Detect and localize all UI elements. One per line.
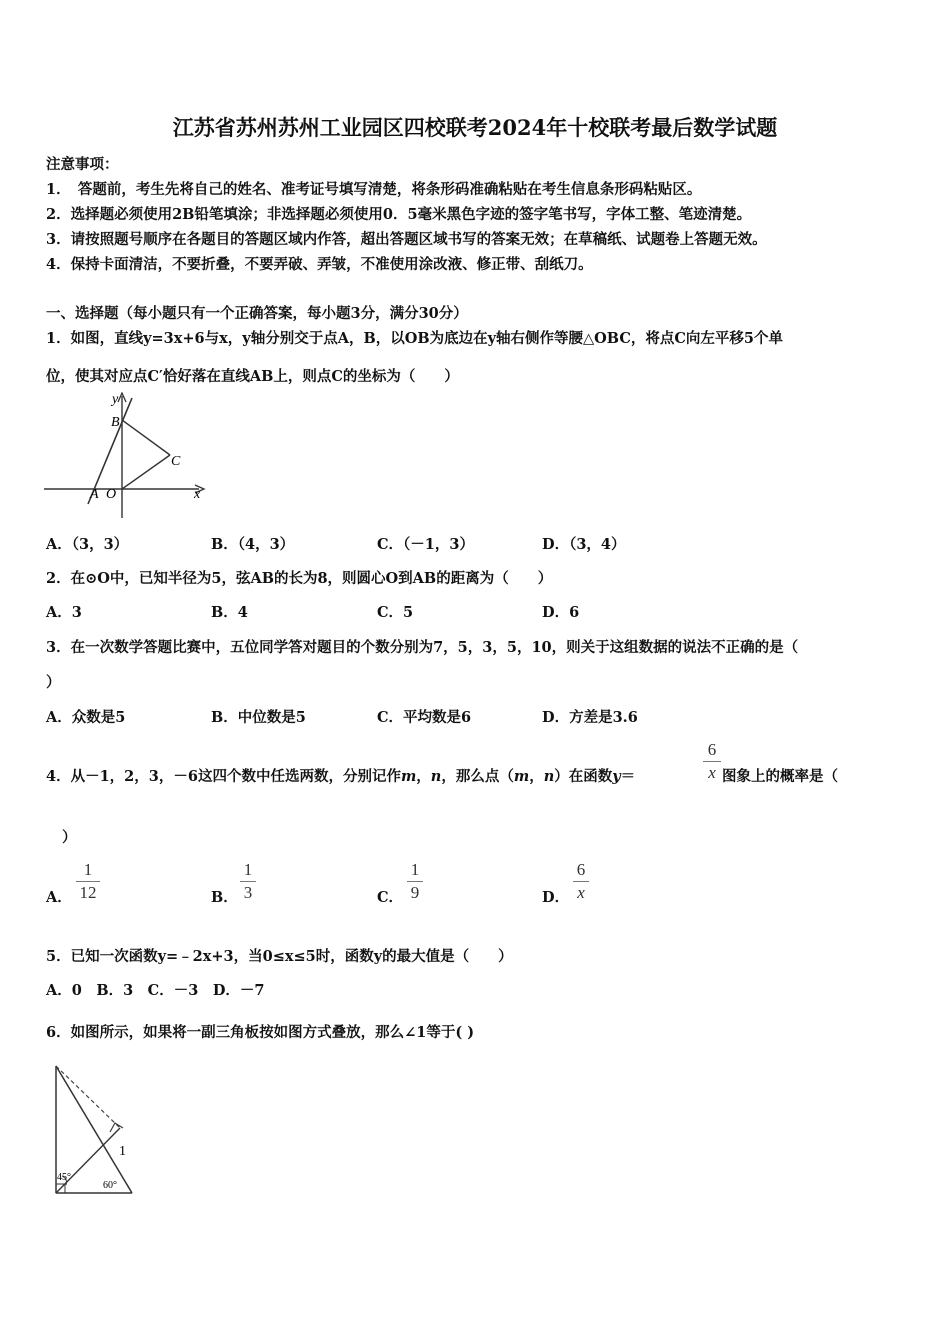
q4-option-a-label: A．	[46, 889, 72, 906]
q2-option-a: A．3	[46, 604, 82, 621]
q2-option-d: D．6	[542, 604, 580, 621]
notice-item: 1． 答题前，考生先将自己的姓名、准考证号填写清楚，将条形码准确粘贴在考生信息条形码粘贴区。	[46, 181, 702, 198]
question-4-stem-cont: ）	[62, 829, 77, 846]
q4-stem-c: ，	[529, 768, 544, 785]
notice-heading: 注意事项：	[46, 156, 119, 173]
q4-stem-b: ，那么点（	[441, 768, 514, 785]
label-B: B	[111, 415, 120, 430]
q3-option-c: C．平均数是6	[377, 709, 472, 726]
q4-function-fraction	[703, 740, 721, 783]
label-O: O	[106, 487, 117, 502]
q3-option-d: D．方差是3.6	[542, 709, 638, 726]
q4-option-d-fraction	[573, 860, 589, 903]
notice-item: 3．请按照题号顺序在各题目的答题区域内作答，超出答题区域书写的答案无效；在草稿纸、试题卷上答题无效。	[46, 231, 767, 248]
q1-option-a: A．（3，3）	[46, 536, 129, 553]
q5-options: A．0 B．3 C．－3 D．－7	[46, 982, 265, 999]
q4-stem-a: 4．从－1，2，3，－6这四个数中任选两数，分别记作	[46, 768, 401, 785]
notice-item: 4．保持卡面清洁，不要折叠，不要弄破、弄皱，不准使用涂改液、修正带、刮纸刀。	[46, 256, 593, 273]
q4-var-n: n	[430, 768, 442, 785]
q4-option-c-fraction	[407, 860, 423, 903]
q3-option-a: A．众数是5	[46, 709, 126, 726]
q4-option-a-fraction	[76, 860, 100, 903]
q3-option-b: B．中位数是5	[211, 709, 306, 726]
q4-comma: ，	[416, 768, 431, 785]
fraction-denominator: 9	[410, 883, 420, 902]
fraction-denominator: x	[577, 883, 585, 902]
fraction-numerator: 6	[707, 740, 717, 759]
fraction-numerator: 1	[410, 860, 420, 879]
q4-option-b-fraction	[240, 860, 256, 903]
label-x: x	[194, 487, 201, 502]
notice-item: 2．选择题必须使用2B铅笔填涂；非选择题必须使用0．5毫米黑色字迹的签字笔书写，字体工整、笔迹清楚。	[46, 206, 752, 223]
label-y: y	[112, 392, 119, 407]
page-title: 江苏省苏州苏州工业园区四校联考2024年十校联考最后数学试题	[172, 115, 778, 140]
label-C: C	[171, 454, 181, 469]
q4-var-y: y	[612, 768, 621, 785]
label-45-degrees: 45°	[57, 1172, 71, 1183]
q2-option-c: C．5	[377, 604, 414, 621]
q4-option-b-label: B．	[211, 889, 238, 906]
question-6-stem: 6．如图所示，如果将一副三角板按如图方式叠放，那么∠1等于( )	[46, 1024, 475, 1041]
fraction-denominator: x	[708, 763, 716, 782]
question-1-stem-cont: 位，使其对应点C′恰好落在直线AB上，则点C的坐标为（ ）	[46, 368, 459, 385]
q1-option-c: C．（－1，3）	[377, 536, 474, 553]
fraction-denominator: 3	[243, 883, 253, 902]
q4-eq: ＝	[620, 768, 636, 785]
question-2-stem: 2．在⊙O中，已知半径为5，弦AB的长为8，则圆心O到AB的距离为（ ）	[46, 570, 553, 587]
label-angle-1: 1	[119, 1144, 126, 1159]
question-5-stem: 5．已知一次函数y=﹣2x+3，当0≤x≤5时，函数y的最大值是（ ）	[46, 948, 513, 965]
q4-point-m: m	[513, 768, 530, 785]
fraction-denominator: 12	[79, 883, 97, 902]
label-A: A	[90, 487, 99, 502]
q1-option-d: D．（3，4）	[542, 536, 626, 553]
q4-point-n: n	[543, 768, 555, 785]
question-3-stem: 3．在一次数学答题比赛中，五位同学答对题目的个数分别为7，5，3，5，10，则关于这组数据的说法不正确的是（	[46, 639, 799, 656]
q4-var-m: m	[400, 768, 417, 785]
fraction-numerator: 6	[576, 860, 586, 879]
question-6-figure	[48, 1062, 140, 1202]
q4-stem-e: 图象上的概率是（	[722, 768, 838, 785]
question-3-stem-cont: ）	[46, 674, 61, 691]
q4-stem-d: ）在函数	[554, 768, 613, 785]
section-heading: 一、选择题（每小题只有一个正确答案，每小题3分，满分30分）	[46, 305, 468, 322]
question-1-figure	[44, 392, 209, 522]
label-60-degrees: 60°	[103, 1180, 117, 1191]
fraction-numerator: 1	[243, 860, 253, 879]
q2-option-b: B．4	[211, 604, 248, 621]
q4-option-c-label: C．	[377, 889, 404, 906]
q1-option-b: B．（4，3）	[211, 536, 295, 553]
fraction-numerator: 1	[83, 860, 93, 879]
question-1-stem: 1．如图，直线y=3x+6与x，y轴分别交于点A，B，以OB为底边在y轴右侧作等腰△OBC，将点C向左平移5个单	[46, 330, 783, 347]
question-4-stem	[46, 765, 635, 786]
q4-option-d-label: D．	[542, 889, 570, 906]
